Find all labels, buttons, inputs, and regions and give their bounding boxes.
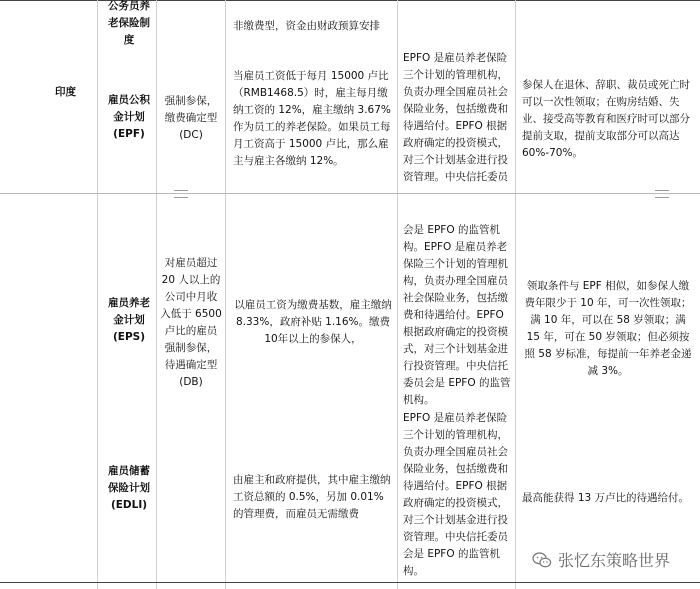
plan-name-epf: 雇员公积金计划(EPF) bbox=[108, 94, 150, 140]
watermark-text: 张忆东策略世界 bbox=[558, 551, 671, 570]
contribution-eps: 以雇员工资为缴费基数，雇主缴纳8.33%，政府补贴 1.16%。缴费 10年以上的参保人， bbox=[234, 299, 392, 345]
column-divider bbox=[515, 0, 516, 589]
payout-edli: 最高能获得 13 万卢比的待遇给付。 bbox=[522, 492, 690, 504]
page-break-marker bbox=[655, 190, 669, 198]
contribution-civil-servant: 非缴费型，资金由财政预算安排 bbox=[233, 20, 380, 32]
management-edli: EPFO 是雇员养老保险三个计划的管理机构，负责办理全国雇员社会保险业务，包括缴费和待遇给付。EPFO 根据政府确定的投资模式，对三个计划基金进行投资管理。中央信托委员会是 EPFO 的监管机构。 bbox=[403, 412, 508, 577]
column-divider bbox=[156, 0, 157, 589]
column-divider bbox=[97, 0, 98, 589]
management-epf: EPFO 是雇员养老保险三个计划的管理机构，负责办理全国雇员社会保险业务，包括缴费和待遇给付。EPFO 根据政府确定的投资模式，对三个计划基金进行投资管理。中央信托委员 bbox=[403, 52, 508, 183]
row-divider bbox=[0, 193, 700, 194]
column-divider bbox=[397, 0, 398, 589]
plan-name-eps: 雇员养老金计划(EPS) bbox=[108, 297, 150, 343]
management-eps: 会是 EPFO 的监管机构。EPFO 是雇员养老保险三个计划的管理机构，负责办理全国雇员社会保险业务，包括缴费和待遇给付。EPFO 根据政府确定的投资模式，对三个计划基金进行投资管理。中央信托委员会是 EPFO 的监管机构。 bbox=[403, 224, 511, 406]
table-top-border bbox=[0, 0, 700, 1]
watermark bbox=[532, 548, 670, 571]
payout-eps: 领取条件与 EPF 相似，如参保人缴费年限少于 10 年，可一次性领取；满 10 年，可以在 58 岁领取；满 15 年，可在 50 岁领取；但必须按照 58 岁标准，每提前一年养老金递减 3%。 bbox=[524, 280, 692, 377]
payout-epf: 参保人在退休、辞职、裁员或死亡时可以一次性领取；在购房结婚、失业、接受高等教育和医疗时可以部分提前支取，提前支取部分可以高达60%-70%。 bbox=[522, 79, 690, 159]
country-label: 印度 bbox=[55, 86, 76, 98]
table-bottom-border bbox=[0, 582, 700, 583]
plan-type-epf: 强制参保，缴费确定型(DC) bbox=[164, 95, 218, 141]
plan-name-civil-servant: 公务员养老保险制度 bbox=[108, 0, 150, 46]
contribution-epf: 当雇员工资低于每月 15000 卢比（RMB1468.5）时，雇主每月缴纳工资的 12%，雇主缴纳 3.67%作为员工的养老保险。如果员工每月工资高于 15000 卢比，那么雇主与雇主各缴纳 12%。 bbox=[233, 70, 391, 167]
plan-name-edli: 雇员储蓄保险计划(EDLI) bbox=[108, 465, 150, 511]
plan-type-eps: 对雇员超过 20 人以上的公司中月收入低于 6500 卢比的雇员强制参保，待遇确定型(DB) bbox=[160, 257, 222, 388]
wechat-icon bbox=[532, 551, 552, 569]
page-break-marker bbox=[174, 190, 188, 198]
contribution-edli: 由雇主和政府提供，其中雇主缴纳工资总额的 0.5%，另加 0.01%的管理费，而雇员无需缴费 bbox=[233, 474, 391, 520]
column-divider bbox=[225, 0, 226, 589]
